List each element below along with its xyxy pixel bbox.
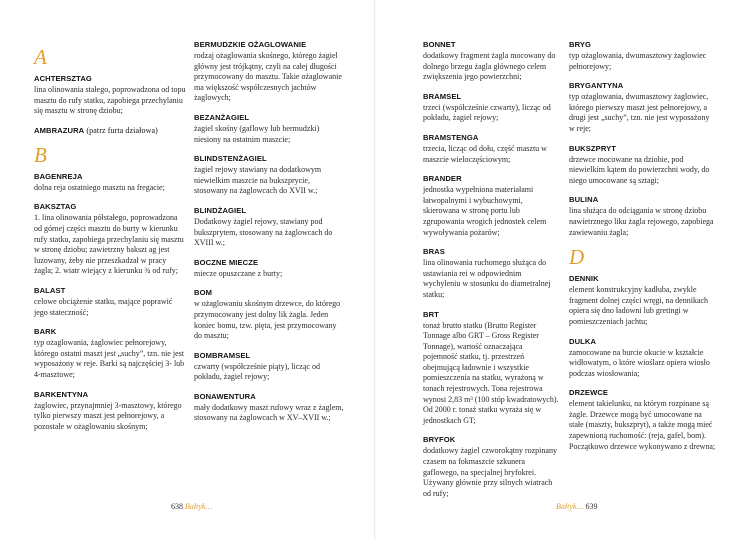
glossary-entry — [569, 144, 717, 187]
entry-definition: typ ożaglowania, dwumasztowy żaglowiec, którego pierwszy maszt jest pełnorejowy, a drugi jest „suchy”, tzn. nie jest wyposażony w reje; — [569, 92, 710, 133]
entry-definition: drzewce mocowane na dziobie, pod niewielkim kątem do powierzchni wody, do niego umocowane są sztagi; — [569, 154, 710, 185]
running-title: Bałtyk… — [556, 502, 584, 511]
glossary-entry — [569, 274, 717, 327]
entry-definition: lina olinowania stałego, poprowadzona od topu masztu do rufy statku, zapobiega przechylaniu się masztu w stronę dziobu; — [34, 85, 186, 116]
entry-definition: trzecia, licząc od dołu, część masztu w maszcie wieloczęściowym; — [423, 143, 547, 164]
entry-headword — [194, 392, 344, 402]
headword-text: BARKENTYNA — [34, 389, 89, 399]
entry-headword — [569, 144, 717, 154]
footer-left — [171, 502, 213, 511]
entry-definition: dodatkowy fragment żagla mocowany do dolnego brzegu żagla głównego celem zwiększenia jego powierzchni; — [423, 51, 556, 82]
entry-definition: żaglowiec, przynajmniej 3-masztowy, którego tylko pierwszy maszt jest pełnorejowy, a pozostałe w ożaglowaniu skośnym; — [34, 400, 182, 431]
page-number: 639 — [585, 502, 598, 511]
glossary-entry — [423, 247, 559, 300]
headword-text: DRZEWCE — [569, 388, 609, 398]
glossary-entry — [34, 126, 186, 136]
entry-headword — [194, 258, 344, 268]
entry-headword — [569, 274, 717, 284]
entry-definition: rodzaj ożaglowania skośnego, którego żagiel główny jest trójkątny, czyli na całej długości przymocowany do masztu. Takie ożaglowanie ma większość współczesnych jachtów żaglowych; — [194, 51, 342, 103]
entry-definition: tonaż brutto statku (Brutto Register Tonnage albo GRT – Gross Register Tonnage), wartość oznaczająca pojemność statku, tj. przestrzeń obejmującą ładownie i wszystkie pomieszczenia na statku, wyrażoną w tonach rejestrowych. Tona rejestrowa wynosi 2,83 m³ (100 stóp kwadratowych). Od 2000 r. tonaż statku wyraża się w jednostkach GT; — [423, 320, 559, 425]
entry-headword — [194, 113, 344, 123]
headword-text: BAKSZTAG — [34, 202, 77, 212]
entry-definition: żagiel rejowy stawiany na dodatkowym niewielkim maszcie na bukszprycie, stosowany na żaglowcach do XVII w.; — [194, 165, 322, 196]
entry-headword — [194, 40, 344, 50]
entry-definition: celowe obciążenie statku, mające poprawić jego stateczność; — [34, 296, 173, 317]
headword-text: BOCZNE MIECZE — [194, 257, 259, 267]
headword-text: DENNIK — [569, 274, 599, 284]
entry-headword — [423, 247, 559, 257]
headword-text: BRANDER — [423, 174, 462, 184]
entry-definition: zamocowane na burcie okucie w kształcie widłowatym, o które wioślarz opiera wiosło podczas wiosłowania; — [569, 347, 710, 378]
glossary-entry — [569, 195, 717, 238]
entry-definition: mały dodatkowy maszt rufowy wraz z żaglem, stosowany na żaglowcach w XV–XVII w.; — [194, 402, 344, 423]
entry-headword — [34, 390, 186, 400]
glossary-entry — [194, 258, 344, 280]
glossary-entry — [569, 40, 717, 72]
glossary-entry — [34, 74, 186, 117]
glossary-entry — [569, 81, 717, 134]
entry-definition: w ożaglowaniu skośnym drzewce, do którego przymocowany jest dolny lik żagla. Jeden koniec bomu, tzw. pięta, jest przymocowany do masztu; — [194, 299, 341, 341]
glossary-entry — [423, 92, 559, 124]
glossary-entry — [34, 327, 186, 380]
glossary-entry — [423, 40, 559, 83]
column-2 — [194, 40, 344, 433]
headword-text: BOMBRAMSEL — [194, 350, 251, 360]
entry-definition: dolna reja ostatniego masztu na fregacie; — [34, 182, 165, 192]
headword-text: BLINDŻAGIEL — [194, 205, 247, 215]
headword-text: BERMUDZKIE OŻAGLOWANIE — [194, 40, 307, 49]
headword-text: AMBRAZURA — [34, 125, 85, 135]
glossary-entry — [423, 310, 559, 427]
entry-definition: jednostka wypełniona materiałami łatwopalnymi i wybuchowymi, skierowana w stronę portu lub zgrupowania wrogich jednostek celem wywoływania pożarów; — [423, 185, 547, 237]
glossary-entry — [423, 133, 559, 165]
entry-headword — [569, 388, 717, 398]
entry-definition: trzeci (współcześnie czwarty), licząc od pokładu, żagiel rejowy; — [423, 102, 551, 123]
entry-definition: lina służąca do odciągania w stronę dziobu nawietrznego liku żagla rejowego, zapobiega zawiewaniu żagla; — [569, 206, 714, 237]
entry-headword — [423, 92, 559, 102]
glossary-entry — [194, 392, 344, 424]
running-title: Bałtyk… — [185, 502, 213, 511]
entry-headword — [569, 337, 717, 347]
entry-headword — [34, 126, 186, 136]
entry-headword — [34, 172, 186, 182]
headword-text: BRYGANTYNA — [569, 81, 624, 91]
column-1 — [34, 40, 186, 441]
entry-headword — [194, 154, 344, 164]
entry-definition: element takielunku, na którym rozpinane są żagle. Drzewce mogą być umocowane na stałe (maszty, bukszpryt), a także mogą mieć zapewnioną ruchomość: (reja, gafel, bom). Początkowo drzewce wykonywano z drewna; — [569, 399, 716, 451]
headword-note: (patrz furta działowa) — [84, 125, 158, 135]
headword-text: DULKA — [569, 336, 597, 346]
headword-text: BEZANŻAGIEL — [194, 112, 250, 122]
footer-right — [556, 502, 598, 511]
entry-headword — [423, 310, 559, 320]
entry-headword — [194, 288, 344, 298]
entry-headword — [34, 202, 186, 212]
entry-headword — [569, 81, 717, 91]
headword-text: BARK — [34, 327, 57, 337]
entry-definition: lina olinowania ruchomego służąca do ustawiania rei w odpowiednim wychyleniu w stosunku do diametralnej statku; — [423, 258, 551, 299]
entry-definition: czwarty (współcześnie piąty), licząc od pokładu, żagiel rejowy; — [194, 361, 320, 382]
entry-definition: Dodatkowy żagiel rejowy, stawiany pod bukszprytem, stosowany na żaglowcach do XVIII w.; — [194, 216, 333, 248]
section-letter: A — [34, 45, 47, 69]
page-gutter — [374, 0, 376, 540]
glossary-entry — [194, 154, 344, 197]
glossary-entry — [34, 286, 186, 318]
glossary-entry — [34, 390, 186, 433]
headword-text: BUKSZPRYT — [569, 143, 617, 153]
headword-text: BONNET — [423, 40, 456, 49]
section-letter: D — [569, 245, 585, 270]
entry-headword — [34, 327, 186, 337]
page-number: 638 — [171, 502, 183, 511]
section-letter: B — [34, 142, 47, 167]
headword-text: BRAMSTENGA — [423, 132, 479, 142]
headword-text: BRAMSEL — [423, 91, 462, 101]
entry-definition: dodatkowy żagiel czworokątny rozpinany czasem na fokmaszcie szkunera gaflowego, na specjalnej bryfokrei. Używany głównie przy silnych wiatrach od rufy; — [423, 446, 557, 498]
column-4 — [569, 40, 717, 461]
glossary-entry — [423, 174, 559, 238]
entry-headword — [423, 40, 559, 50]
headword-text: BRYG — [569, 40, 592, 49]
entry-definition: element konstrukcyjny kadłuba, zwykle fragment dolnej części wręgi, na dennikach opiera się dno ładowni lub gretingi w pomieszczeniach jachtu; — [569, 285, 709, 326]
entry-headword — [423, 435, 559, 445]
entry-headword — [569, 40, 717, 50]
glossary-entry — [569, 388, 717, 452]
headword-text: BRYFOK — [423, 435, 456, 445]
entry-definition: typ ożaglowania, dwumasztowy żaglowiec pełnorejowy; — [569, 51, 707, 71]
entry-headword — [34, 286, 186, 296]
glossary-entry — [569, 337, 717, 380]
entry-headword — [569, 195, 717, 205]
glossary-entry — [194, 206, 344, 249]
column-3 — [423, 40, 559, 508]
glossary-entry — [34, 172, 186, 194]
headword-text: BLINDSTENŻAGIEL — [194, 154, 267, 164]
headword-text: BALAST — [34, 285, 66, 295]
entry-definition: 1. lina olinowania półstałego, poprowadzona od górnej części masztu do burty w kierunku rufy statku, zapobiega przechylaniu się masztu w stronę dziobu; zawietrzny bakszt ag jest luzowany, żeby nie przeszkadzał w pracy żagla; 2. wiatr wiejący z kierunku ¾ od rufy; — [34, 213, 184, 276]
headword-text: BOM — [194, 288, 213, 298]
entry-definition: miecze opuszczane z burty; — [194, 268, 283, 278]
headword-text: ACHTERSZTAG — [34, 74, 92, 83]
glossary-entry — [423, 435, 559, 499]
headword-text: BAGENREJA — [34, 171, 83, 181]
entry-definition: typ ożaglowania, żaglowiec pełnorejowy, którego ostatni maszt jest „suchy”, tzn. nie jest wyposażony w reje. Barki są najczęściej 3- lub 4-masztowe; — [34, 338, 185, 379]
glossary-entry — [194, 113, 344, 145]
glossary-entry — [34, 202, 186, 277]
glossary-entry — [194, 288, 344, 341]
entry-headword — [423, 133, 559, 143]
headword-text: BRAS — [423, 247, 445, 257]
entry-headword — [34, 74, 186, 84]
headword-text: BULINA — [569, 195, 599, 205]
headword-text: BONAWENTURA — [194, 391, 256, 401]
entry-headword — [194, 206, 344, 216]
entry-headword — [423, 174, 559, 184]
headword-text: BRT — [423, 309, 439, 319]
glossary-entry — [194, 351, 344, 383]
entry-headword — [194, 351, 344, 361]
entry-definition: żagiel skośny (gaflowy lub bermudzki) niesiony na ostatnim maszcie; — [194, 123, 320, 144]
glossary-entry — [194, 40, 344, 104]
